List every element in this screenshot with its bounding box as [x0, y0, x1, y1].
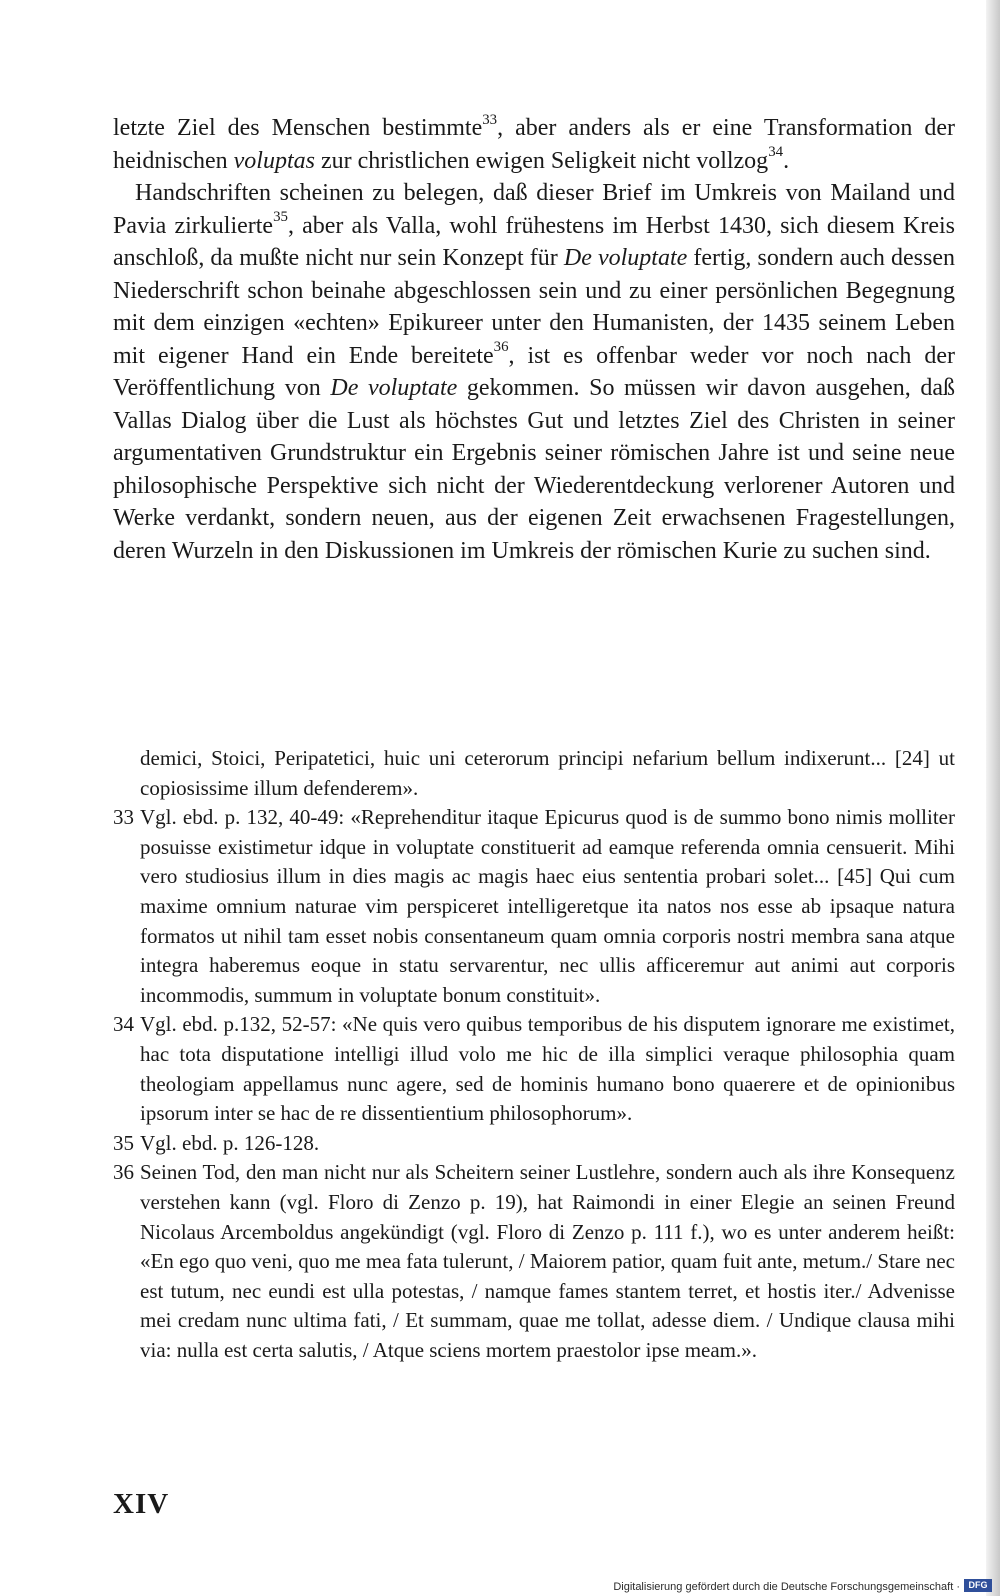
- italic-term: voluptas: [233, 147, 315, 174]
- text-run: , aber als Valla, wohl frühestens im Herbst 1430, sich diesem Kreis anschloß, da mußte nicht nur sein Konzept für: [113, 212, 956, 271]
- footnote-ref-33: 33: [482, 111, 498, 128]
- footnote-33: [113, 803, 955, 1010]
- footnote-continuation: demici, Stoici, Peripatetici, huic uni ceterorum principi nefarium bellum indixerunt... [24] ut copiosissime illum defenderem».: [140, 746, 955, 800]
- text-run: fertig, sondern auch dessen Niederschrift schon beinahe abgeschlossen sein und zu einer persönlichen Begegnung mit dem einzigen «echten» Epikureer unter den Humanisten, der 1435 seinem Leben mit eigener Hand ein Ende bereitete: [113, 245, 956, 369]
- footnote-number: 34: [113, 1012, 134, 1037]
- footnote-number: 35: [113, 1130, 134, 1155]
- footnotes: [113, 744, 955, 1365]
- text-run: letzte Ziel des Menschen bestimmte: [113, 115, 483, 141]
- page-edge-shadow: [986, 0, 1000, 1596]
- main-text: [113, 112, 955, 567]
- footnote-ref-35: 35: [273, 209, 288, 226]
- text-run: Handschriften scheinen zu belegen, daß dieser Brief im Umkreis von Mailand und Pavia zirkulierte: [113, 180, 955, 239]
- text-run: .: [783, 147, 790, 174]
- footnote-ref-36: 36: [493, 339, 509, 356]
- text-run: , ist es offenbar weder vor noch nach der Veröffentlichung von: [113, 342, 955, 401]
- footnote-text: Seinen Tod, den man nicht nur als Scheitern seiner Lustlehre, sondern auch als ihre Konsequenz verstehen kann (vgl. Floro di Zenzo p. 19), hat Raimondi in einer Elegie an seinen Freund Nicolaus Arcemboldus angekündigt (vgl. Floro di Zenzo p. 111 f.), wo es unter anderem heißt: «En ego quo veni, quo me mea fata tulerunt, / Maiorem patior, quam fuit ante, metum./ Stare nec est tutum, nec eundi est ulla potestas, / namque fames stantem terret, et hostis iter./ Advenisse mei credam nunc ultima fati, / Et summam, quae me tollat, adesse diem. / Undique clausa mihi via: nulla est certa salutis, / Atque sciens mortem praestolor ipse meam.».: [140, 1160, 955, 1362]
- italic-title: De voluptate: [330, 375, 458, 401]
- paragraph-2: [113, 177, 955, 567]
- footnote-text: Vgl. ebd. p.132, 52-57: «Ne quis vero quibus temporibus de his disputem ignorare me existimet, hac tota disputatione intelligi illud volo me hic de illa simplici veraque philosophia quam theologiam appellamus nunc agere, sed de hominis humano bono quaerere et de opinionibus ipsorum inter se hac de re dissentientium philosophorum».: [140, 1012, 955, 1126]
- digitization-credit: Digitalisierung gefördert durch die Deutsche Forschungsgemeinschaft ·: [613, 1581, 960, 1593]
- footnote-text: Vgl. ebd. p. 126-128.: [140, 1130, 320, 1155]
- page-number: XIV: [113, 1488, 170, 1520]
- footnote-text: Vgl. ebd. p. 132, 40-49: «Reprehenditur itaque Epicurus quod is de summo bono nimis molliter posuisse existimetur idque in voluptate constituerit ad eamque referenda omnia censuerit. Mihi vero studiosius illum in dies magis ac magis haec eius sententia probari solet... [45] Qui cum maxime omnium naturae vim perspiceret intelligeretque ita natos nos esse ab ipsaque natura formatos ut nihil tam esset nobis consentaneum quam omnia corporis nostri membra sana atque integra haberemus eoque in statu servarentur, nec ullis afficeremur aut animi aut corporis incommodis, summum in voluptate bonum constituit».: [140, 805, 955, 1007]
- footnote-36: [113, 1158, 955, 1365]
- text-run: zur christlichen ewigen Seligkeit nicht vollzog: [314, 147, 769, 174]
- footnote-number: 33: [113, 805, 134, 830]
- text-run: gekommen. So müssen wir davon ausgehen, daß Vallas Dialog über die Lust als höchstes Gut und letztes Ziel des Christen in seiner argumentativen Grundstruktur ein Ergebnis seiner römischen Jahre ist und seine neue philosophische Perspektive sich nicht der Wiederentdeckung verlorener Autoren und Werke verdankt, sondern neuen, aus der eigenen Zeit erwachsenen Fragestellungen, deren Wurzeln in den Diskussionen im Umkreis der römischen Kurie zu suchen sind.: [113, 375, 955, 564]
- footnote-number: 36: [113, 1160, 134, 1185]
- paragraph-1: [113, 112, 955, 177]
- footnote-ref-34: 34: [768, 144, 784, 161]
- text-run: , aber anders als er eine Transformation der heidnischen: [113, 115, 955, 174]
- footnote-35: [113, 1129, 955, 1159]
- footnote-34: [113, 1010, 955, 1128]
- dfg-logo: DFG: [964, 1579, 992, 1592]
- italic-title: De voluptate: [563, 245, 688, 271]
